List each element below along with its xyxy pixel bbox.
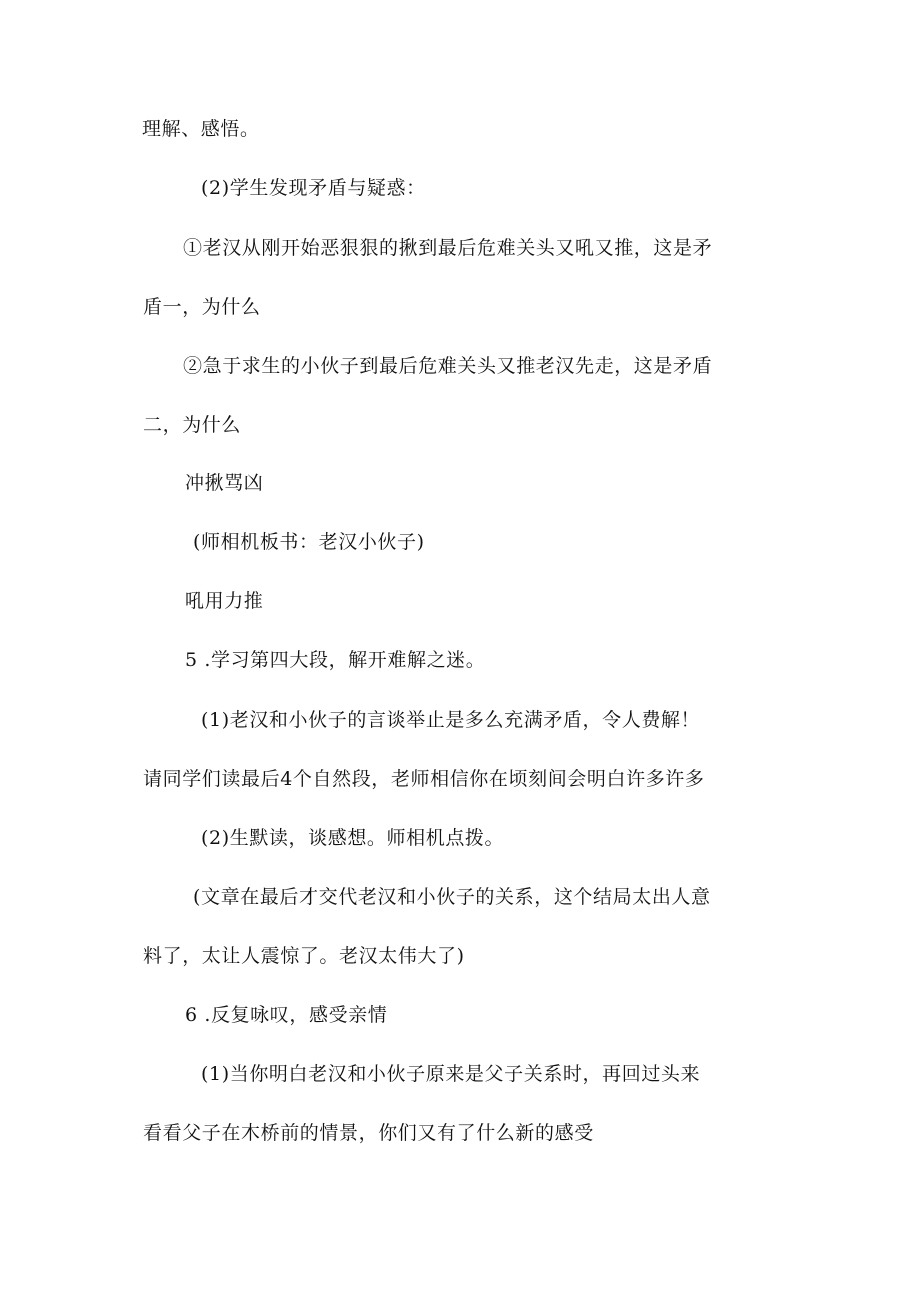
text-line-18: 看看父子在木桥前的情景，你们又有了什么新的感受 <box>143 1122 594 1144</box>
text-line-13: (2)生默读，谈感想。师相机点拨。 <box>201 827 505 849</box>
text-line-2: (2)学生发现矛盾与疑惑： <box>201 177 426 199</box>
text-line-1: 理解、感悟。 <box>142 118 260 140</box>
section-heading-5: 5 .学习第四大段，解开难解之迷。 <box>185 649 486 671</box>
text-line-5: ②急于求生的小伙子到最后危难关头又推老汉先走，这是矛盾 <box>183 355 713 377</box>
board-writing-line-2: 吼用力推 <box>185 590 264 612</box>
text-line-4: 盾一，为什么 <box>143 296 261 318</box>
section-heading-6: 6 .反复咏叹，感受亲情 <box>185 1004 388 1026</box>
text-line-3: ①老汉从刚开始恶狠狠的揪到最后危难关头又吼又推，这是矛 <box>183 237 713 259</box>
text-line-17: (1)当你明白老汉和小伙子原来是父子关系时，再回过头来 <box>201 1063 701 1085</box>
text-line-12: 请同学们读最后4个自然段，老师相信你在顷刻间会明白许多许多 <box>143 768 705 790</box>
text-line-14: (文章在最后才交代老汉和小伙子的关系，这个结局太出人意 <box>193 886 711 908</box>
board-writing-note: (师相机板书：老汉小伙子) <box>193 531 425 553</box>
text-line-6: 二，为什么 <box>143 414 242 436</box>
text-line-11: (1)老汉和小伙子的言谈举止是多么充满矛盾，令人费解！ <box>201 709 701 731</box>
board-writing-line-1: 冲揪骂凶 <box>185 472 264 494</box>
text-line-15: 料了，太让人震惊了。老汉太伟大了) <box>143 945 465 967</box>
